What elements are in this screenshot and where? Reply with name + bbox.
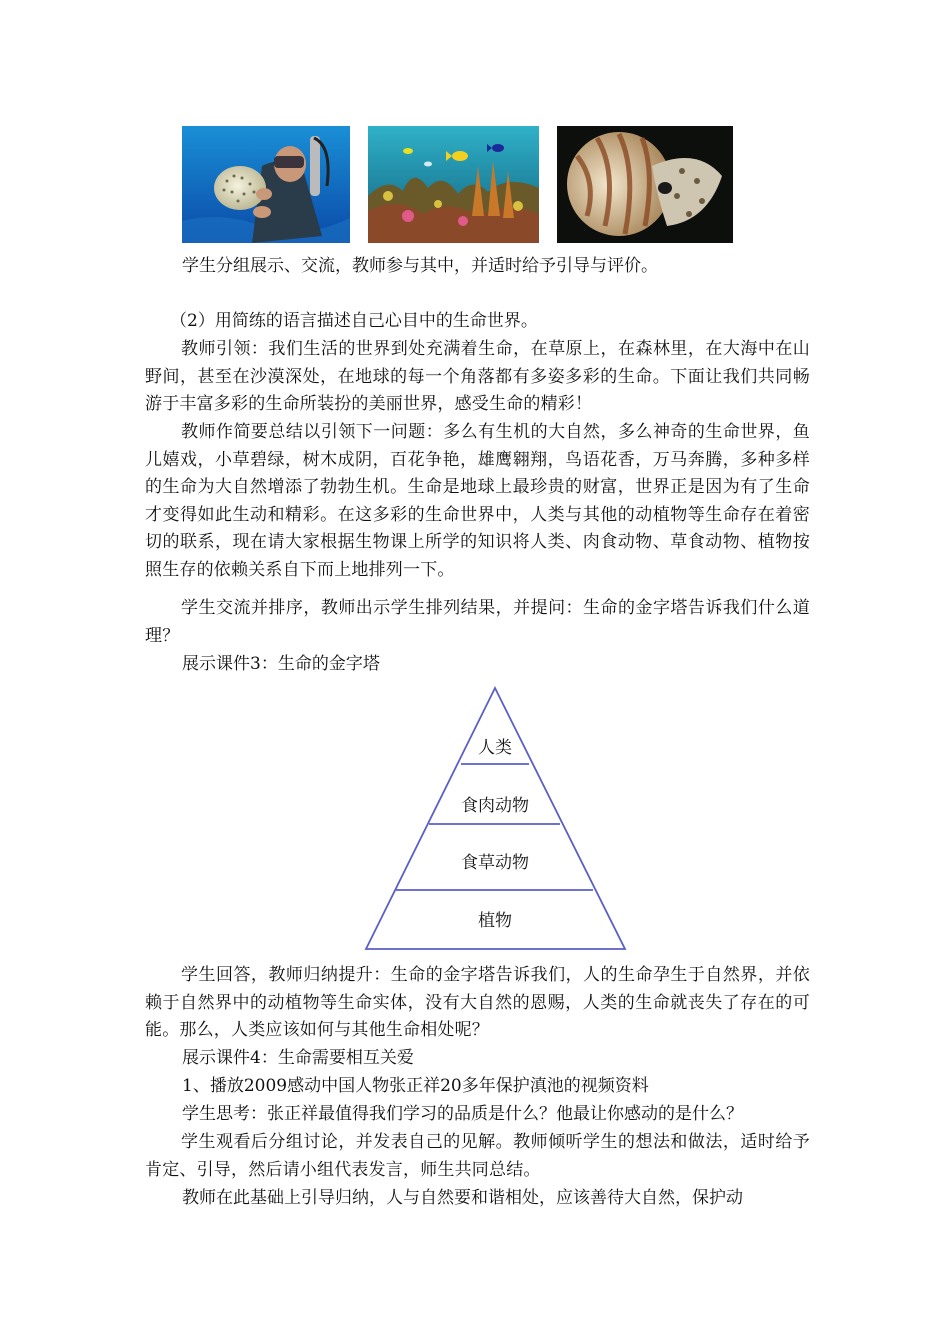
paragraph-student-answer: 学生回答，教师归纳提升：生命的金字塔告诉我们，人的生命孕生于自然界，并依赖于自然界中的动植物等生命实体，没有大自然的恩赐，人类的生命就丧失了存在的可能。那么，人类应该如何与其他生命相处呢？ xyxy=(145,965,810,1041)
paragraph-task-2: （2）用简练的语言描述自己心目中的生命世界。 xyxy=(170,311,538,331)
pyramid-level-herbivores: 食草动物 xyxy=(461,853,529,873)
pyramid-level-carnivores: 食肉动物 xyxy=(461,796,529,816)
paragraph-courseware-4: 展示课件4：生命需要相互关爱 xyxy=(182,1048,414,1068)
paragraph-student-think: 学生思考：张正祥最值得我们学习的品质是什么？他最让你感动的是什么？ xyxy=(182,1104,743,1124)
paragraph-group-display: 学生分组展示、交流，教师参与其中，并适时给予引导与评价。 xyxy=(182,256,658,276)
pyramid-level-humans: 人类 xyxy=(478,738,512,758)
paragraph-student-sort: 学生交流并排序，教师出示学生排列结果，并提问：生命的金字塔告诉我们什么道理？ xyxy=(145,598,810,646)
pyramid-level-plants: 植物 xyxy=(478,911,512,931)
paragraph-teacher-guide: 教师引领：我们生活的世界到处充满着生命，在草原上，在森林里，在大海中在山野间，甚至在沙漠深处，在地球的每一个角落都有多姿多彩的生命。下面让我们共同畅游于丰富多彩的生命所装扮的美丽世界，感受生命的精彩！ xyxy=(145,339,810,415)
paragraph-conclusion: 教师在此基础上引导归纳，人与自然要和谐相处，应该善待大自然，保护动 xyxy=(182,1188,743,1208)
coral-reef-photo xyxy=(368,126,539,243)
diver-pufferfish-photo xyxy=(182,126,350,243)
paragraph-video: 1、播放2009感动中国人物张正祥20多年保护滇池的视频资料 xyxy=(182,1076,649,1096)
nautilus-photo xyxy=(557,126,733,243)
paragraph-teacher-summary: 教师作简要总结以引领下一问题：多么有生机的大自然，多么神奇的生命世界，鱼儿嬉戏，小草碧绿，树木成阴，百花争艳，雄鹰翱翔，鸟语花香，万马奔腾，多种多样的生命为大自然增添了勃勃生机。生命是地球上最珍贵的财富，世界正是因为有了生命才变得如此生动和精彩。在这多彩的生命世界中，人类与其他的动植物等生命存在着密切的联系，现在请大家根据生物课上所学的知识将人类、肉食动物、草食动物、植物按照生存的依赖关系自下而上地排列一下。 xyxy=(145,422,810,580)
paragraph-discussion: 学生观看后分组讨论，并发表自己的见解。教师倾听学生的想法和做法，适时给予肯定、引导，然后请小组代表发言，师生共同总结。 xyxy=(145,1132,810,1180)
paragraph-courseware-3: 展示课件3：生命的金字塔 xyxy=(182,654,380,674)
